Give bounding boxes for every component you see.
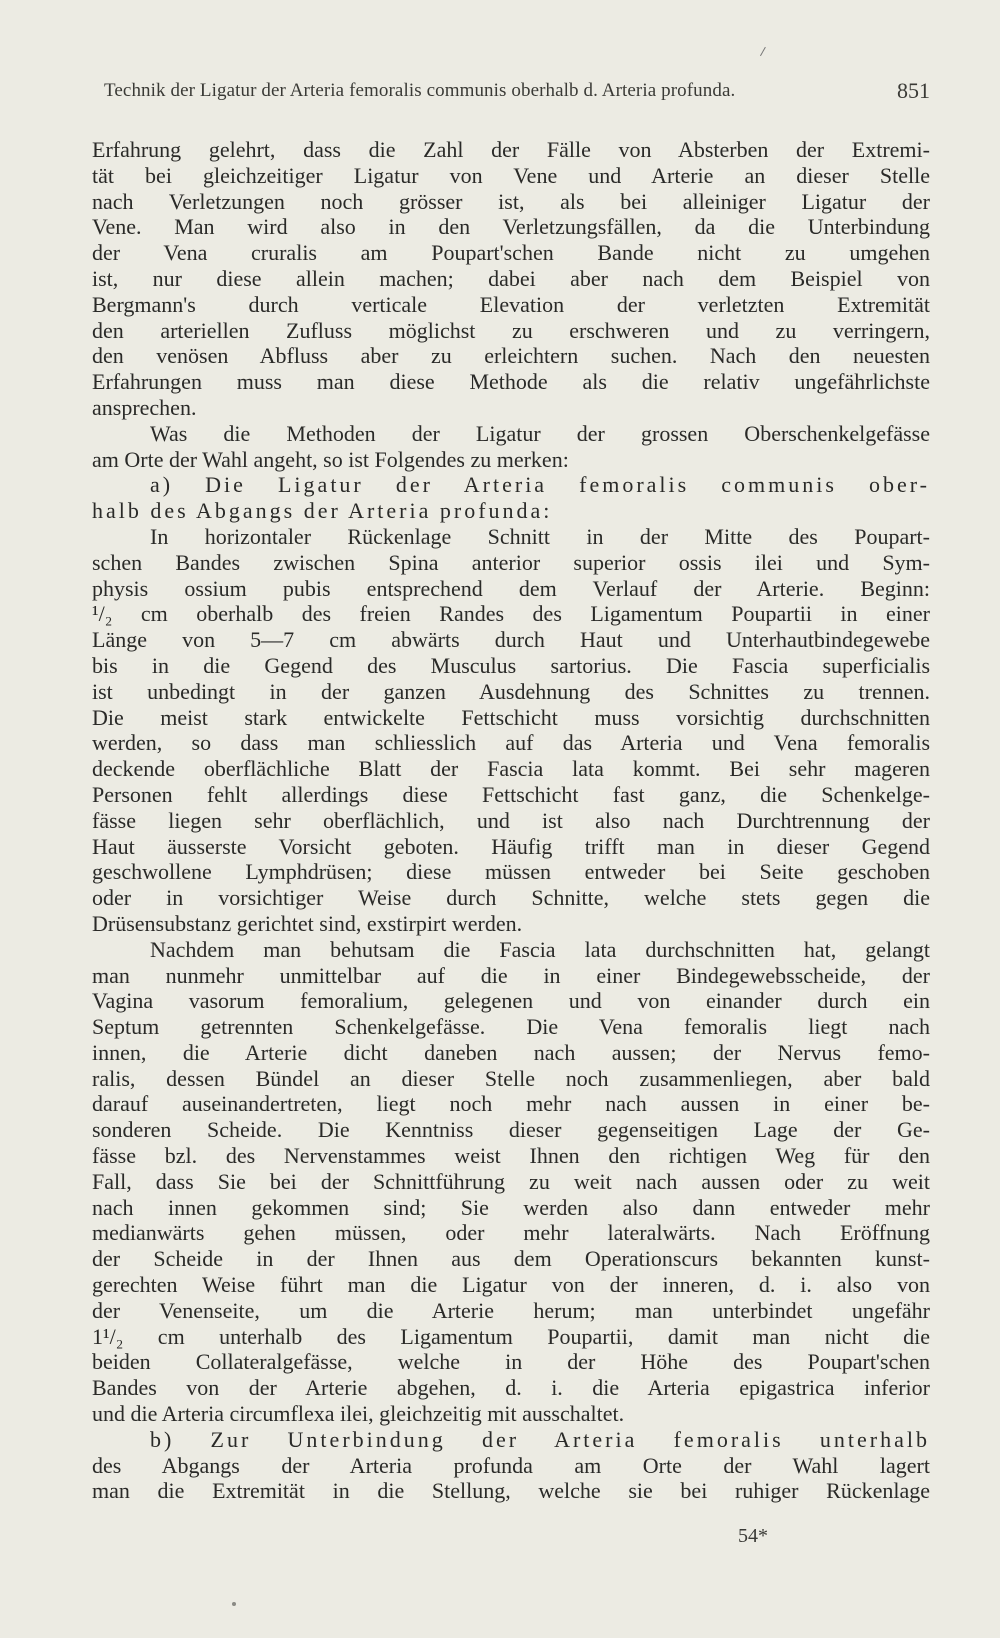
text-line: man die Extremität in die Stellung, welche sie bei ruhiger Rückenlage [92,1478,930,1504]
text-line: gerechten Weise führt man die Ligatur von der inneren, d. i. also von [92,1272,930,1298]
paper-speck [232,1602,236,1606]
text-line: innen, die Arterie dicht daneben nach aussen; der Nervus femo- [92,1039,930,1065]
text-line: Vene. Man wird also in den Verletzungsfällen, da die Unterbindung [92,214,930,240]
section-heading-a: a) Die Ligatur der Arteria femoralis communis ober- [150,472,930,498]
text-line: der Vena cruralis am Poupart'schen Bande nicht zu umgehen [92,240,930,266]
text-line: physis ossium pubis entsprechend dem Verlauf der Arterie. Beginn: [92,575,930,601]
text-line: Länge von 5—7 cm abwärts durch Haut und Unterhautbindegewebe [92,627,930,653]
text-line: ¹/₂ cm oberhalb des freien Randes des Ligamentum Poupartii in einer [92,601,930,627]
text-line: Bandes von der Arterie abgehen, d. i. die Arteria epigastrica inferior [92,1375,930,1401]
text-line: nach innen gekommen sind; Sie werden also dann entweder mehr [92,1194,930,1220]
header-title: Technik der Ligatur der Arteria femoralis communis oberhalb d. Arteria profunda. [104,80,736,101]
text-line: oder in vorsichtiger Weise durch Schnitte, welche stets gegen die [92,885,930,911]
margin-mark [760,47,771,59]
section-heading-b: b) Zur Unterbindung der Arteria femoralis unterhalb [150,1426,930,1452]
text-line: den arteriellen Zufluss möglichst zu erschweren und zu verringern, [92,317,930,343]
text-line: darauf auseinandertreten, liegt noch mehr nach aussen in einer be- [92,1091,930,1117]
text-line: Erfahrung gelehrt, dass die Zahl der Fälle von Absterben der Extremi- [92,137,930,162]
text-line: geschwollene Lymphdrüsen; diese müssen entweder bei Seite geschoben [92,859,930,885]
text-line: ansprechen. [92,394,197,420]
text-line: werden, so dass man schliesslich auf das Arteria und Vena femoralis [92,730,930,756]
text-line: Bergmann's durch verticale Elevation der verletzten Extremität [92,291,930,317]
text-line: am Orte der Wahl angeht, so ist Folgendes zu merken: [92,446,569,472]
text-line: Personen fehlt allerdings diese Fettschicht fast ganz, die Schenkelge- [92,781,930,807]
text-line: Nachdem man behutsam die Fascia lata durchschnitten hat, gelangt [150,936,930,962]
section-heading-a-cont: halb des Abgangs der Arteria profunda: [92,498,553,524]
text-line: In horizontaler Rückenlage Schnitt in der Mitte des Poupart- [150,523,930,549]
text-line: Drüsensubstanz gerichtet sind, exstirpirt werden. [92,910,523,936]
text-line: des Abgangs der Arteria profunda am Orte der Wahl lagert [92,1452,930,1478]
text-line: deckende oberflächliche Blatt der Fascia lata kommt. Bei sehr mageren [92,756,930,782]
signature-mark: 54* [738,1525,768,1547]
text-line: und die Arteria circumflexa ilei, gleichzeitig mit ausschaltet. [92,1401,625,1427]
text-line: sonderen Scheide. Die Kenntniss dieser gegenseitigen Lage der Ge- [92,1117,930,1143]
text-line: man nunmehr unmittelbar auf die in einer Bindegewebsscheide, der [92,962,930,988]
text-line: Die meist stark entwickelte Fettschicht muss vorsichtig durchschnitten [92,704,930,730]
text-line: den venösen Abfluss aber zu erleichtern suchen. Nach den neuesten [92,343,930,369]
text-line: tät bei gleichzeitiger Ligatur von Vene und Arterie an dieser Stelle [92,162,930,188]
text-line: der Venenseite, um die Arterie herum; man unterbindet ungefähr [92,1297,930,1323]
text-line: 1¹/₂ cm unterhalb des Ligamentum Poupartii, damit man nicht die [92,1323,930,1349]
text-line: ist unbedingt in der ganzen Ausdehnung des Schnittes zu trennen. [92,678,930,704]
text-line: fässe bzl. des Nervenstammes weist Ihnen den richtigen Weg für den [92,1143,930,1169]
text-line: ist, nur diese allein machen; dabei aber nach dem Beispiel von [92,265,930,291]
text-line: medianwärts gehen müssen, oder mehr lateralwärts. Nach Eröffnung [92,1220,930,1246]
text-line: Fall, dass Sie bei der Schnittführung zu weit nach aussen oder zu weit [92,1168,930,1194]
text-line: schen Bandes zwischen Spina anterior superior ossis ilei und Sym- [92,549,930,575]
text-line: Was die Methoden der Ligatur der grossen Oberschenkelgefässe [150,420,930,446]
text-line: nach Verletzungen noch grösser ist, als bei alleiniger Ligatur der [92,188,930,214]
text-line: der Scheide in der Ihnen aus dem Operationscurs bekannten kunst- [92,1246,930,1272]
text-line: Vagina vasorum femoralium, gelegenen und von einander durch ein [92,988,930,1014]
text-line: Erfahrungen muss man diese Methode als die relativ ungefährlichste [92,369,930,395]
text-line: Haut äusserste Vorsicht geboten. Häufig trifft man in dieser Gegend [92,833,930,859]
text-line: beiden Collateralgefässe, welche in der Höhe des Poupart'schen [92,1349,930,1375]
page-number: 851 [897,78,930,103]
text-line: fässe liegen sehr oberflächlich, und ist also nach Durchtrennung der [92,807,930,833]
text-line: bis in die Gegend des Musculus sartorius. Die Fascia superficialis [92,652,930,678]
text-line: Septum getrennten Schenkelgefässe. Die Vena femoralis liegt nach [92,1014,930,1040]
running-header [92,78,930,112]
body-text [92,137,930,1504]
text-line: ralis, dessen Bündel an dieser Stelle noch zusammenliegen, aber bald [92,1065,930,1091]
